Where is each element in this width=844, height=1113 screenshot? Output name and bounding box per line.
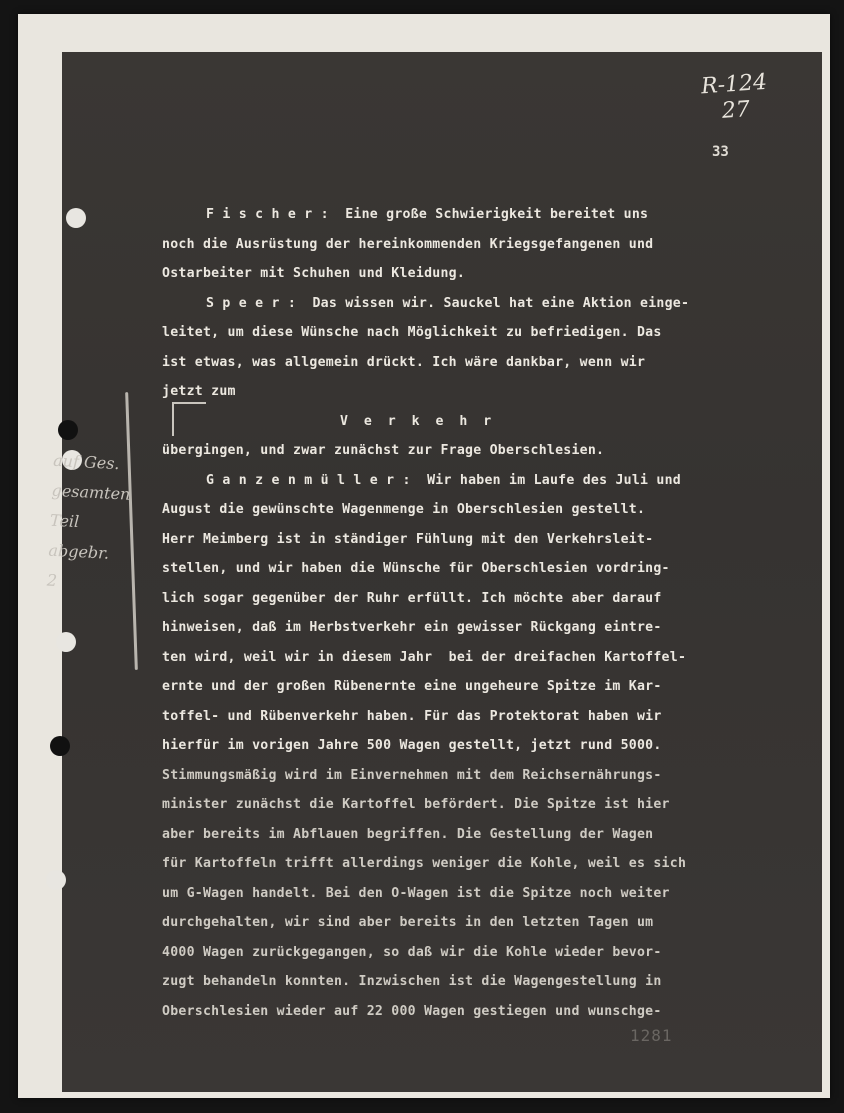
typed-body (162, 200, 762, 1026)
text-line: noch die Ausrüstung der hereinkommenden Kriegsgefangenen und (162, 236, 654, 252)
text-line: stellen, und wir haben die Wünsche für Oberschlesien vordring- (162, 561, 670, 576)
handwritten-margin-note (46, 446, 144, 601)
text-line: hierfür im vorigen Jahre 500 Wagen gestellt, jetzt rund 5000. (162, 738, 662, 753)
margin-note-line: auf Ges. (52, 450, 121, 474)
section-heading: V e r k e h r (340, 413, 496, 429)
margin-note-line: abgebr. (48, 540, 110, 563)
text-line: 4000 Wagen zurückgegangen, so daß wir die Kohle wieder bevor- (162, 944, 662, 960)
text-line: ten wird, weil wir in diesem Jahr bei der dreifachen Kartoffel- (162, 649, 687, 665)
text-line: S p e e r : Das wissen wir. Sauckel hat eine Aktion einge- (206, 295, 690, 311)
page-number: 33 (712, 144, 729, 160)
margin-note-line: gesamten (51, 480, 131, 504)
text-line: übergingen, und zwar zunächst zur Frage Oberschlesien. (162, 443, 605, 458)
margin-note-line: 2 (46, 570, 58, 591)
punch-hole (66, 208, 86, 228)
text-line: toffel- und Rübenverkehr haben. Für das Protektorat haben wir (162, 708, 662, 724)
text-line: Ostarbeiter mit Schuhen und Kleidung. (162, 266, 466, 281)
text-line: Oberschlesien wieder auf 22 000 Wagen gestiegen und wunschge- (162, 1003, 662, 1019)
text-line: hinweisen, daß im Herbstverkehr ein gewisser Rückgang eintre- (162, 620, 662, 635)
text-line: um G-Wagen handelt. Bei den O-Wagen ist die Spitze noch weiter (162, 885, 670, 901)
text-line: jetzt zum (162, 384, 236, 399)
text-line: lich sogar gegenüber der Ruhr erfüllt. Ich möchte aber darauf (162, 590, 662, 606)
text-line: aber bereits im Abflauen begriffen. Die Gestellung der Wagen (162, 826, 654, 842)
punch-hole (56, 632, 76, 652)
text-line: ist etwas, was allgemein drückt. Ich wäre dankbar, wenn wir (162, 354, 646, 370)
reference-number: R-124 27 (700, 69, 768, 124)
text-line: zugt behandeln konnten. Inzwischen ist die Wagengestellung in (162, 974, 662, 989)
text-line: leitet, um diese Wünsche nach Möglichkeit zu befriedigen. Das (162, 325, 662, 340)
punch-hole (46, 870, 66, 890)
text-line: August die gewünschte Wagenmenge in Oberschlesien gestellt. (162, 502, 646, 517)
text-line: für Kartoffeln trifft allerdings weniger die Kohle, weil es sich (162, 856, 687, 871)
text-line: G a n z e n m ü l l e r : Wir haben im Laufe des Juli und (206, 472, 681, 488)
text-line: Stimmungsmäßig wird im Einvernehmen mit dem Reichsernährungs- (162, 767, 662, 783)
text-line: durchgehalten, wir sind aber bereits in den letzten Tagen um (162, 915, 654, 930)
archive-stamp: 1281 (630, 1026, 673, 1045)
punch-hole (58, 420, 78, 440)
text-line: ernte und der großen Rübenernte eine ungeheure Spitze im Kar- (162, 679, 662, 694)
punch-hole (50, 736, 70, 756)
margin-note-line: Teil (49, 510, 80, 532)
text-line: F i s c h e r : Eine große Schwierigkeit bereitet uns (206, 207, 649, 222)
text-line: minister zunächst die Kartoffel befördert. Die Spitze ist hier (162, 797, 670, 812)
text-line: Herr Meimberg ist in ständiger Fühlung mit den Verkehrsleit- (162, 531, 654, 547)
